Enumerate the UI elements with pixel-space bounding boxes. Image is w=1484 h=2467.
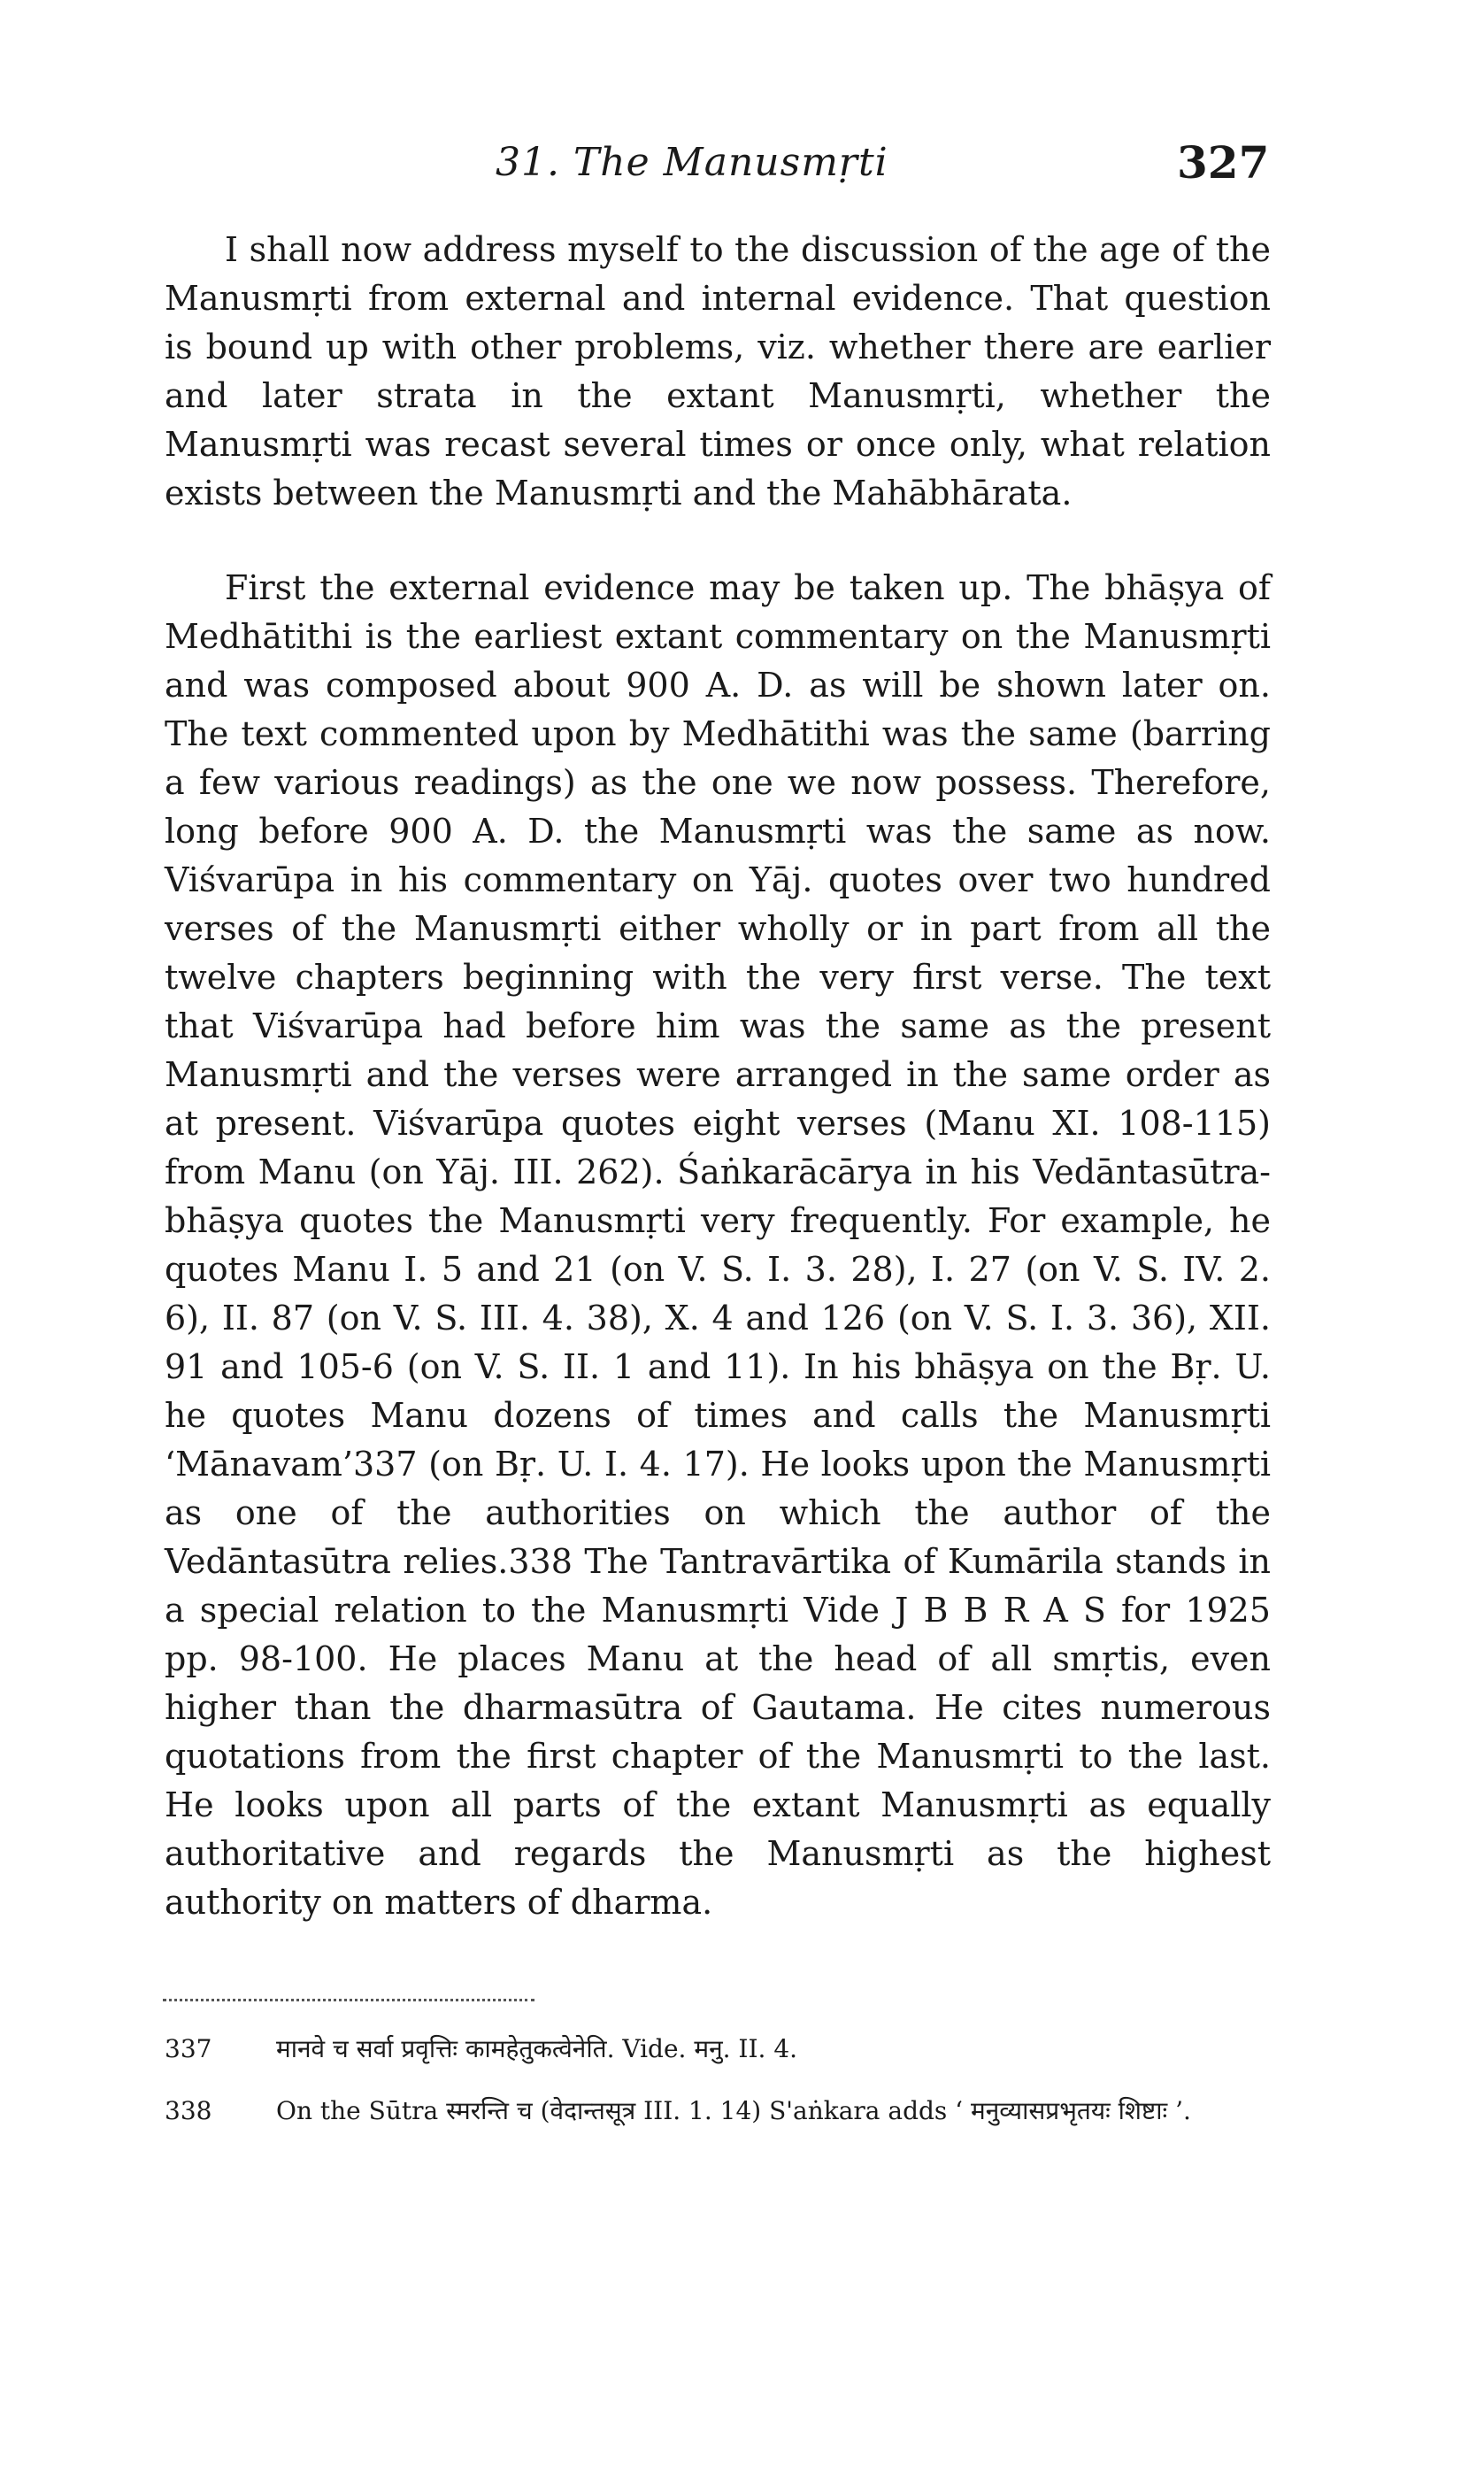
running-head: 31. The Manusmṛti: [496, 140, 888, 185]
footnote-338: [165, 2089, 1271, 2133]
paragraph-2: First the external evidence may be taken up. The bhāṣya of Medhātithi is the earliest extant commentary on the Manusmṛti and was composed about 900 A. D. as will be shown later on. The text commented upon by Medhātithi was the same (barring a few various readings) as the one we now possess. Therefore, long before 900 A. D. the Manusmṛti was the same as now. Viśvarūpa in his commentary on Yāj. quotes over two hundred verses of the Manusmṛti either wholly or in part from all the twelve chapters beginning with the very first verse. The text that Viśvarūpa had before him was the same as the present Manusmṛti and the verses were arranged in the same order as at present. Viśvarūpa quotes eight verses (Manu XI. 108-115) from Manu (on Yāj. III. 262). Śaṅkarācārya in his Vedāntasūtra-bhāṣya quotes the Manusmṛti very frequently. For example, he quotes Manu I. 5 and 21 (on V. S. I. 3. 28), I. 27 (on V. S. IV. 2. 6), II. 87 (on V. S. III. 4. 38), X. 4 and 126 (on V. S. I. 3. 36), XII. 91 and 105-6 (on V. S. II. 1 and 11). In his bhāṣya on the Bṛ. U. he quotes Manu dozens of times and calls the Manusmṛti ‘Mānavam’337 (on Bṛ. U. I. 4. 17). He looks upon the Manusmṛti as one of the authorities on which the author of the Vedāntasūtra relies.338 The Tantravārtika of Kumārila stands in a special relation to the Manusmṛti Vide J B B R A S for 1925 pp. 98-100. He places Manu at the head of all smṛtis, even higher than the dharmasūtra of Gautama. He cites numerous quotations from the first chapter of the Manusmṛti to the last. He looks upon all parts of the extant Manusmṛti as equally authoritative and regards the Manusmṛti as the highest authority on matters of dharma.: [165, 568, 1271, 1922]
footnotes: [165, 2027, 1271, 2151]
footnote-number: 338: [165, 2096, 212, 2125]
footnote-text: मानवे च सर्वा प्रवृत्तिः कामहेतुकत्वेनेति. Vide. मनु. II. 4.: [276, 2034, 798, 2063]
footnote-337: [165, 2027, 1271, 2071]
page-number: 327: [1177, 136, 1270, 189]
footnote-text: On the Sūtra स्मरन्ति च (वेदान्तसूत्र III. 1. 14) S'aṅkara adds ‘ मनुव्यासप्रभृतयः शिष्टाः ’.: [276, 2096, 1191, 2125]
page-header: [0, 133, 1484, 195]
paragraph-1: I shall now address myself to the discussion of the age of the Manusmṛti from external and internal evidence. That question is bound up with other problems, viz. whether there are earlier and later strata in the extant Manusmṛti, whether the Manusmṛti was recast several times or once only, what relation exists between the Manusmṛti and the Mahābhārata.: [165, 230, 1271, 513]
body-text: [165, 226, 1271, 1927]
footnote-number: 337: [165, 2034, 212, 2063]
footnote-divider: [163, 1999, 534, 2001]
